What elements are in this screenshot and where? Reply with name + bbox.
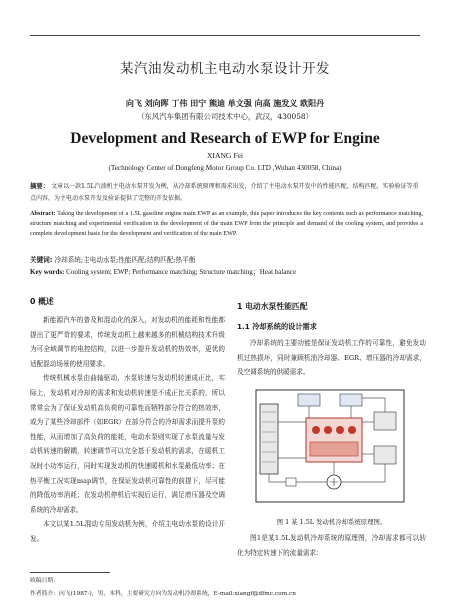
oil-cooler — [374, 446, 396, 464]
footnote-author-bio: 作者简介：向飞(1987-)，男，本科，主要研究方向为发动机冷却系统，E-mail:xiangf@dfmc.com.cn — [30, 591, 296, 597]
keywords-en-label: Key words: — [30, 268, 65, 276]
keywords-cn-text: 冷却系统;主电动水泵;性能匹配;结构匹配;热平衡 — [54, 256, 196, 264]
abstract-cn — [30, 181, 423, 204]
footnote-rule — [30, 572, 110, 573]
author-en: XIANG Fei — [206, 151, 244, 160]
section-0-paragraph: 本文以某1.5L混动专用发动机为例，介绍主电动水泵的设计开发。 — [30, 520, 225, 543]
cylinder-1 — [312, 426, 320, 434]
section-0-paragraph: 传统机械水泵由曲轴驱动，水泵转速与发动机转速成正比，实际上，发动机对冷却的需求和发动机转速是不成正比关系的，所以常常会为了保证发动机高负荷的可靠性而牺牲部分符合的热效率，或为了某些冷却部件（如EGR）在部分符合的冷却需求而提升泵的性能，从而增加了高负荷的能耗，电动水泵则实现了水泵流量与发动机转速的解耦，转速调节可以完全基于发动机的需求，在暖机工况时小功率运行，同时实现发动机的快速暖机和水泵最低功率；在热平衡工况实现map调节，在保证发动机可靠性的前提下，尽可能的降低功率消耗；在发动机停机后实现后运行，满足增压器及空调系统的冷却需求。 — [30, 374, 225, 514]
figure-1-schematic — [250, 382, 410, 510]
section-1-1-heading: 1.1 冷却系统的设计需求 — [237, 322, 317, 331]
keywords-en — [30, 267, 423, 277]
section-0-paragraph: 新能源汽车的普及和混动化的深入，对发动机的能耗和性能都提出了更严苛的要求，传统发动机上越来越多的机械结构技术升级为可全域调节的电控结构，以进一步提升发动机的热效率，更优的适配混动场景的使用要求。 — [30, 316, 225, 368]
affiliation-en: (Technology Center of Dongfeng Motor Group Co. LTD ,Wuhan 430058, China) — [108, 164, 342, 172]
radiator-block — [260, 404, 278, 474]
section-0 — [30, 296, 225, 547]
cylinder-4 — [348, 426, 356, 434]
cylinder-3 — [336, 426, 344, 434]
section-1-paragraph: 冷却系统的主要功能是保证发动机工作的可靠性，避免发动机过热损坏，同时兼顾机油冷却器、EGR、增压器的冷却需求，及空调系统的供暖需求。 — [237, 339, 426, 377]
cylinder-2 — [324, 426, 332, 434]
footnote-received: 收稿日期： — [30, 578, 59, 584]
turbocharger — [374, 412, 396, 430]
section-0-heading: 0 概述 — [30, 297, 54, 306]
abstract-en-label: Abstract: — [30, 210, 56, 217]
egr-cooler — [298, 394, 320, 406]
paper-title-cn: 某汽油发动机主电动水泵设计开发 — [120, 61, 330, 77]
keywords-cn-label: 关键词: — [30, 256, 53, 264]
figure-1-caption: 图 1 某 1.5L 发动机冷却系统原理图。 — [276, 518, 387, 526]
abstract-en — [30, 209, 423, 239]
authors-cn: 向飞 刘向晖 丁伟 田宁 熊迪 单文强 向高 施发义 欧阳丹 — [125, 99, 325, 108]
thermostat — [286, 478, 296, 486]
section-1-after-figure — [237, 531, 426, 560]
section-1-paragraph: 图1是某1.5L发动机冷却系统的原理图，冷却需求都可以转化为特定转速下的流量需求： — [237, 534, 426, 557]
abstract-cn-text: 文章以一款1.5L汽油机主电动水泵开发为例，从冷却系统原理和需求出发，介绍了主电动水泵开发中的性能匹配、结构匹配、实验验证等重点内容，为主电动水泵开发及验证提供了完整的开发依据。 — [30, 183, 419, 202]
cooling-system-diagram — [250, 382, 410, 510]
footnote — [30, 575, 425, 601]
abstract-en-text: Taking the development of a 1.5L gasoline engine main EWP as an example, this paper introduces the key contents such as performance matching, structure matching and experimental verification in the development of the main EWP from the principle and demand of the cooling system, and provides a complete development basis for the development and verification of the main EWP. — [30, 210, 423, 237]
section-1-heading: 1 电动水泵性能匹配 — [237, 302, 308, 311]
affiliation-cn: （东风汽车集团有限公司技术中心，武汉，430058） — [136, 112, 314, 121]
keywords-en-text: Cooling system; EWP; Performance matching; Structure matching；Heat balance — [66, 268, 297, 276]
header-rule — [30, 35, 420, 36]
paper-title-en: Development and Research of EWP for Engine — [70, 130, 380, 147]
keywords-cn — [30, 254, 423, 264]
section-1 — [237, 301, 426, 380]
abstract-cn-label: 摘要： — [30, 182, 50, 190]
engine-jacket — [310, 442, 358, 456]
heater-core — [340, 394, 362, 406]
